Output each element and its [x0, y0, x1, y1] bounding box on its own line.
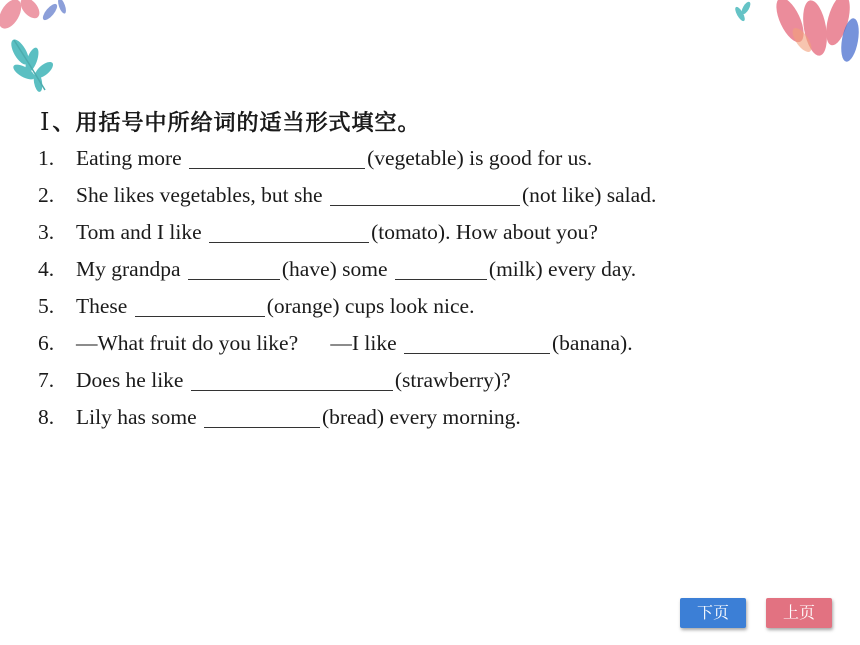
question-item — [38, 362, 838, 399]
previous-page-button[interactable]: 上页 — [766, 598, 832, 628]
question-item — [38, 251, 838, 288]
question-number: 4. — [38, 257, 55, 281]
question-item — [38, 325, 838, 362]
question-item — [38, 288, 838, 325]
question-hint: (not like) salad. — [521, 183, 657, 207]
question-hint: (vegetable) is good for us. — [367, 146, 593, 170]
leaf-decoration-top-right — [730, 0, 860, 80]
question-hint: (bread) every morning. — [322, 405, 521, 429]
question-hint: (milk) every day. — [488, 257, 637, 281]
question-item — [38, 177, 838, 214]
answer-blank[interactable] — [330, 183, 520, 206]
question-hint: (tomato). How about you? — [371, 220, 598, 244]
section-heading — [40, 106, 421, 137]
answer-blank[interactable] — [191, 368, 393, 391]
next-page-button[interactable]: 下页 — [680, 598, 746, 628]
question-text: My grandpa — [76, 257, 181, 281]
question-number: 6. — [38, 331, 55, 355]
question-text: Lily has some — [76, 405, 197, 429]
answer-blank[interactable] — [404, 331, 550, 354]
question-hint: (banana). — [552, 331, 633, 355]
question-number: 8. — [38, 405, 55, 429]
question-hint: (have) some — [281, 257, 388, 281]
answer-blank[interactable] — [204, 405, 320, 428]
question-item — [38, 140, 838, 177]
question-number: 7. — [38, 368, 55, 392]
answer-blank[interactable] — [209, 220, 369, 243]
question-number: 2. — [38, 183, 55, 207]
question-text: She likes vegetables, but she — [76, 183, 323, 207]
question-text: —What fruit do you like? —I like — [76, 331, 397, 355]
question-hint: (strawberry)? — [394, 368, 511, 392]
question-text: Eating more — [76, 146, 182, 170]
question-text: Does he like — [76, 368, 184, 392]
question-list — [38, 140, 838, 436]
question-hint: (orange) cups look nice. — [266, 294, 475, 318]
question-item — [38, 214, 838, 251]
question-text: Tom and I like — [76, 220, 202, 244]
question-number: 5. — [38, 294, 55, 318]
question-item — [38, 399, 838, 436]
leaf-decoration-top-left — [0, 0, 110, 100]
question-text: These — [76, 294, 128, 318]
question-number: 1. — [38, 146, 55, 170]
question-number: 3. — [38, 220, 55, 244]
answer-blank[interactable] — [395, 257, 487, 280]
section-number: I — [40, 108, 51, 136]
answer-blank[interactable] — [189, 146, 365, 169]
answer-blank[interactable] — [135, 294, 265, 317]
section-instruction: 、用括号中所给词的适当形式填空。 — [52, 111, 421, 136]
answer-blank[interactable] — [188, 257, 280, 280]
